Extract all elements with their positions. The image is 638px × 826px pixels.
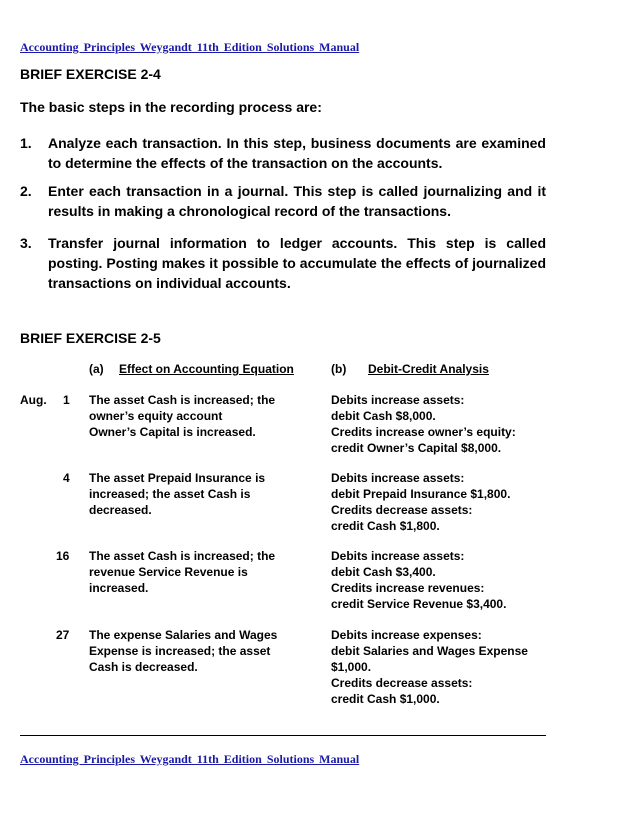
row-analysis-line: Debits increase assets:	[331, 549, 465, 563]
footer-divider	[20, 735, 546, 736]
row-effect-line: The asset Cash is increased; the	[89, 393, 276, 407]
row-effect-line: Owner’s Capital is increased.	[89, 425, 256, 439]
row-analysis-line: Debits increase assets:	[331, 471, 465, 485]
row-effect-line: owner’s equity account	[89, 409, 223, 423]
row-analysis-line: debit Prepaid Insurance $1,800.	[331, 487, 511, 501]
footer-link[interactable]: Accounting Principles Weygandt 11th Edition Solutions Manual	[20, 752, 360, 766]
header-link[interactable]: Accounting Principles Weygandt 11th Edition Solutions Manual	[20, 40, 360, 54]
row-analysis-line: Debits increase assets:	[331, 393, 465, 407]
row-effect-line: The expense Salaries and Wages	[89, 628, 278, 642]
column-b-header: Debit-Credit Analysis	[368, 362, 489, 376]
row-effect-line: The asset Cash is increased; the	[89, 549, 276, 563]
row-effect-line: increased.	[89, 581, 149, 595]
column-a-header: Effect on Accounting Equation	[119, 362, 294, 376]
step-1-text: Analyze each transaction. In this step, business documents are examined to determine the effects of the transaction on the accounts.	[48, 135, 546, 171]
row-analysis-line: credit Owner’s Capital $8,000.	[331, 441, 502, 455]
row-analysis-line: credit Cash $1,800.	[331, 519, 440, 533]
row-analysis-line: Debits increase expenses:	[331, 628, 482, 642]
row-effect-line: Expense is increased; the asset	[89, 644, 271, 658]
row-analysis-line: $1,000.	[331, 660, 372, 674]
column-b-letter: (b)	[331, 362, 347, 376]
step-2-number: 2.	[20, 183, 32, 199]
row-analysis-line: debit Cash $8,000.	[331, 409, 436, 423]
row-analysis-line: Credits increase owner’s equity:	[331, 425, 516, 439]
row-analysis-line: Credits decrease assets:	[331, 676, 473, 690]
row-analysis-line: credit Cash $1,000.	[331, 692, 440, 706]
row-effect-line: decreased.	[89, 503, 152, 517]
row-day: 4	[63, 471, 70, 485]
column-a-letter: (a)	[89, 362, 104, 376]
row-analysis-line: debit Salaries and Wages Expense	[331, 644, 528, 658]
row-analysis-line: Credits decrease assets:	[331, 503, 473, 517]
row-analysis-line: Credits increase revenues:	[331, 581, 485, 595]
row-analysis-line: debit Cash $3,400.	[331, 565, 436, 579]
month-label: Aug.	[20, 393, 47, 407]
row-effect-line: Cash is decreased.	[89, 660, 198, 674]
step-3-number: 3.	[20, 235, 32, 251]
exercise-2-4-intro: The basic steps in the recording process are:	[20, 99, 322, 115]
row-effect-line: increased; the asset Cash is	[89, 487, 251, 501]
row-day: 1	[63, 393, 70, 407]
row-day: 16	[56, 549, 70, 563]
row-analysis-line: credit Service Revenue $3,400.	[331, 597, 507, 611]
row-effect-line: The asset Prepaid Insurance is	[89, 471, 266, 485]
step-3-text: Transfer journal information to ledger accounts. This step is called posting. Posting makes it possible to accumulate the effects of journalized transactions on individual accounts.	[48, 235, 546, 291]
exercise-2-5-title: BRIEF EXERCISE 2-5	[20, 330, 161, 346]
step-2-text: Enter each transaction in a journal. This step is called journalizing and it results in making a chronological record of the transactions.	[48, 183, 546, 219]
step-1-number: 1.	[20, 135, 32, 151]
row-effect-line: revenue Service Revenue is	[89, 565, 248, 579]
row-day: 27	[56, 628, 70, 642]
exercise-2-4-title: BRIEF EXERCISE 2-4	[20, 66, 161, 82]
